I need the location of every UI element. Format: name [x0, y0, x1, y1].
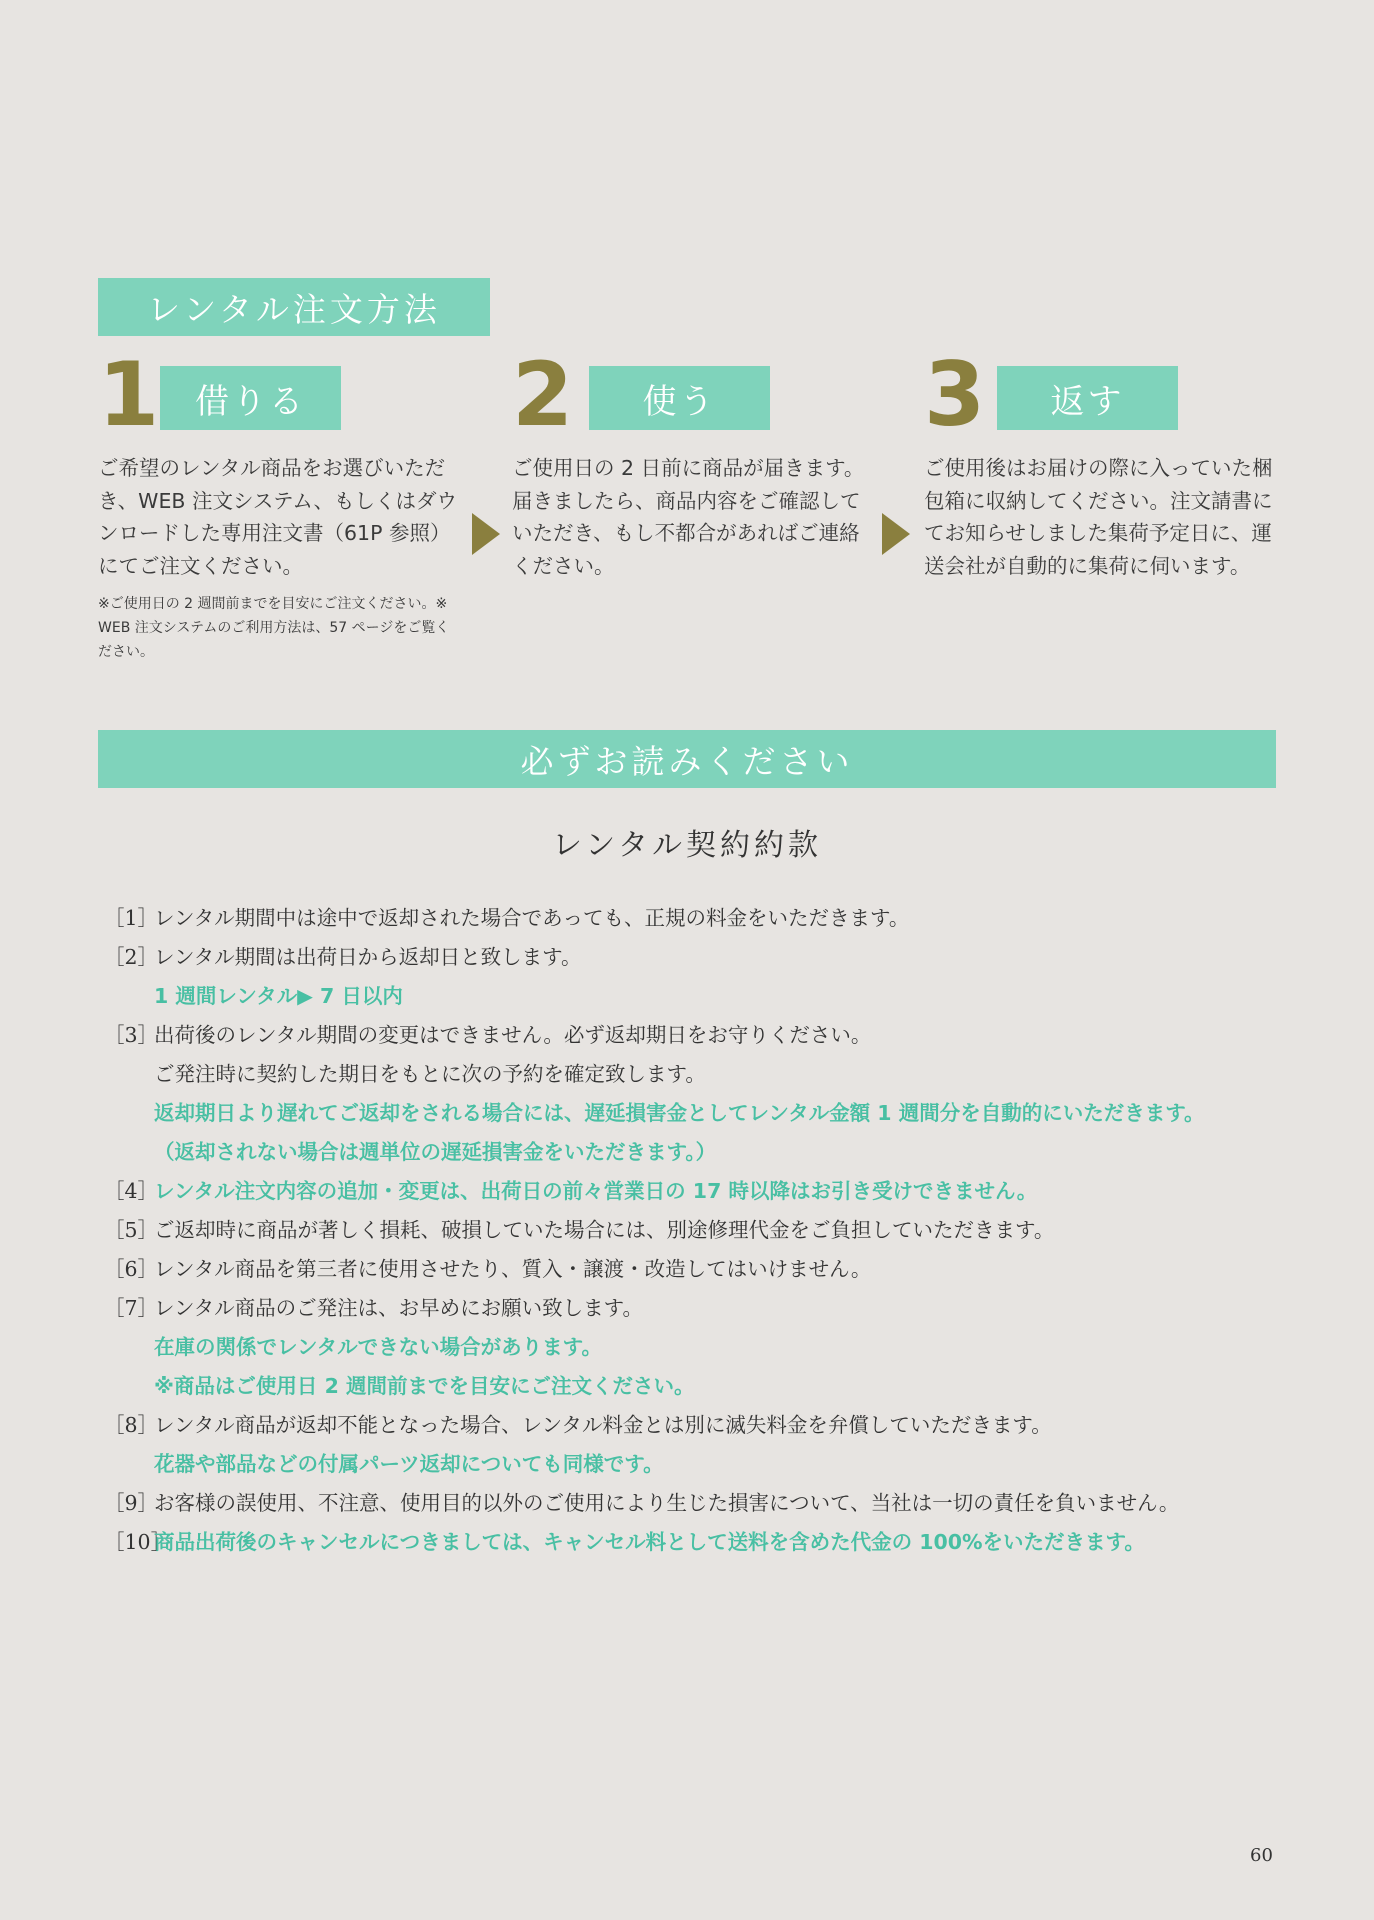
terms-item-text: レンタル商品を第三者に使用させたり、質入・譲渡・改造してはいけません。	[154, 1257, 872, 1281]
step-description	[512, 452, 877, 582]
step-note: ※ご使用日の 2 週間前までを目安にご注文ください。※ WEB 注文システムのご利用方法は、57 ページをご覧ください。	[98, 596, 450, 660]
terms-line	[104, 1406, 1334, 1445]
terms-item-number: ［9］	[104, 1491, 159, 1515]
notice-title: 必ずお読みください	[520, 741, 854, 781]
terms-item-number: ［6］	[104, 1257, 159, 1281]
terms-line	[104, 938, 1334, 977]
page-number: 60	[1250, 1845, 1273, 1866]
step-number: 1	[98, 343, 160, 446]
notice-banner	[98, 730, 1276, 788]
arrow-right-icon	[882, 513, 910, 555]
terms-line	[104, 1133, 1334, 1172]
terms-item-text: 商品出荷後のキャンセルにつきましては、キャンセル料として送料を含めた代金の 100%をいただきます。	[154, 1530, 1145, 1554]
terms-item-text: （返却されない場合は週単位の遅延損害金をいただきます。）	[154, 1140, 717, 1164]
step-number: 2	[512, 343, 574, 446]
terms-line	[104, 977, 1334, 1016]
terms-line	[104, 1289, 1334, 1328]
step-label: 借りる	[160, 366, 341, 430]
terms-item-number: ［10］	[104, 1530, 172, 1554]
terms-item-number: ［8］	[104, 1413, 159, 1437]
step-body-text: ご希望のレンタル商品をお選びいただき、WEB 注文システム、もしくはダウンロードした専用注文書（61P 参照）にてご注文ください。	[98, 456, 458, 578]
terms-item-text: ご発注時に契約した期日をもとに次の予約を確定致します。	[154, 1062, 706, 1086]
terms-item-number: ［3］	[104, 1023, 159, 1047]
step-number: 3	[924, 343, 986, 446]
section-title-text: レンタル注文方法	[147, 289, 441, 329]
terms-line	[104, 1094, 1334, 1133]
terms-line	[104, 1328, 1334, 1367]
terms-item-text: 出荷後のレンタル期間の変更はできません。必ず返却期日をお守りください。	[154, 1023, 872, 1047]
terms-item-text: レンタル商品が返却不能となった場合、レンタル料金とは別に滅失料金を弁償していただきます。	[154, 1413, 1052, 1437]
terms-line	[104, 1016, 1334, 1055]
terms-item-number: ［1］	[104, 906, 159, 930]
terms-item-text: お客様の誤使用、不注意、使用目的以外のご使用により生じた損害について、当社は一切の責任を負いません。	[154, 1491, 1180, 1515]
terms-line	[104, 899, 1334, 938]
terms-item-number: ［5］	[104, 1218, 159, 1242]
terms-line	[104, 1523, 1334, 1562]
terms-line	[104, 1367, 1334, 1406]
terms-line	[104, 1172, 1334, 1211]
terms-item-text: ※商品はご使用日 2 週間前までを目安にご注文ください。	[154, 1374, 695, 1398]
terms-item-text: 返却期日より遅れてご返却をされる場合には、遅延損害金としてレンタル金額 1 週間分を自動的にいただきます。	[154, 1101, 1205, 1125]
terms-item-number: ［7］	[104, 1296, 159, 1320]
terms-line	[104, 1250, 1334, 1289]
terms-item-text: 花器や部品などの付属パーツ返却についても同様です。	[154, 1452, 664, 1476]
step-body-text: ご使用日の 2 日前に商品が届きます。届きましたら、商品内容をご確認していただき、もし不都合があればご連絡ください。	[512, 456, 865, 578]
section-title-rental-order	[98, 278, 490, 336]
terms-line	[104, 1484, 1334, 1523]
terms-item-text: ご返却時に商品が著しく損耗、破損していた場合には、別途修理代金をご負担していただきます。	[154, 1218, 1055, 1242]
terms-item-text: 1 週間レンタル▶ 7 日以内	[154, 984, 403, 1008]
terms-line	[104, 1211, 1334, 1250]
step-description	[924, 452, 1289, 582]
terms-line	[104, 1445, 1334, 1484]
terms-item-number: ［4］	[104, 1179, 159, 1203]
step-label: 返す	[997, 366, 1178, 430]
terms-item-text: レンタル注文内容の追加・変更は、出荷日の前々営業日の 17 時以降はお引き受けできません。	[154, 1179, 1038, 1203]
terms-item-text: レンタル商品のご発注は、お早めにお願い致します。	[154, 1296, 644, 1320]
step-body-text: ご使用後はお届けの際に入っていた梱包箱に収納してください。注文請書にてお知らせしました集荷予定日に、運送会社が自動的に集荷に伺います。	[924, 456, 1273, 578]
terms-line	[104, 1055, 1334, 1094]
terms-item-text: レンタル期間は出荷日から返却日と致します。	[154, 945, 582, 969]
terms-item-text: レンタル期間中は途中で返却された場合であっても、正規の料金をいただきます。	[154, 906, 910, 930]
step-description	[98, 452, 463, 664]
arrow-right-icon	[472, 513, 500, 555]
terms-item-text: 在庫の関係でレンタルできない場合があります。	[154, 1335, 603, 1359]
step-label: 使う	[589, 366, 770, 430]
terms-list	[104, 899, 1334, 1562]
terms-title: レンタル契約約款	[551, 828, 823, 863]
terms-item-number: ［2］	[104, 945, 159, 969]
